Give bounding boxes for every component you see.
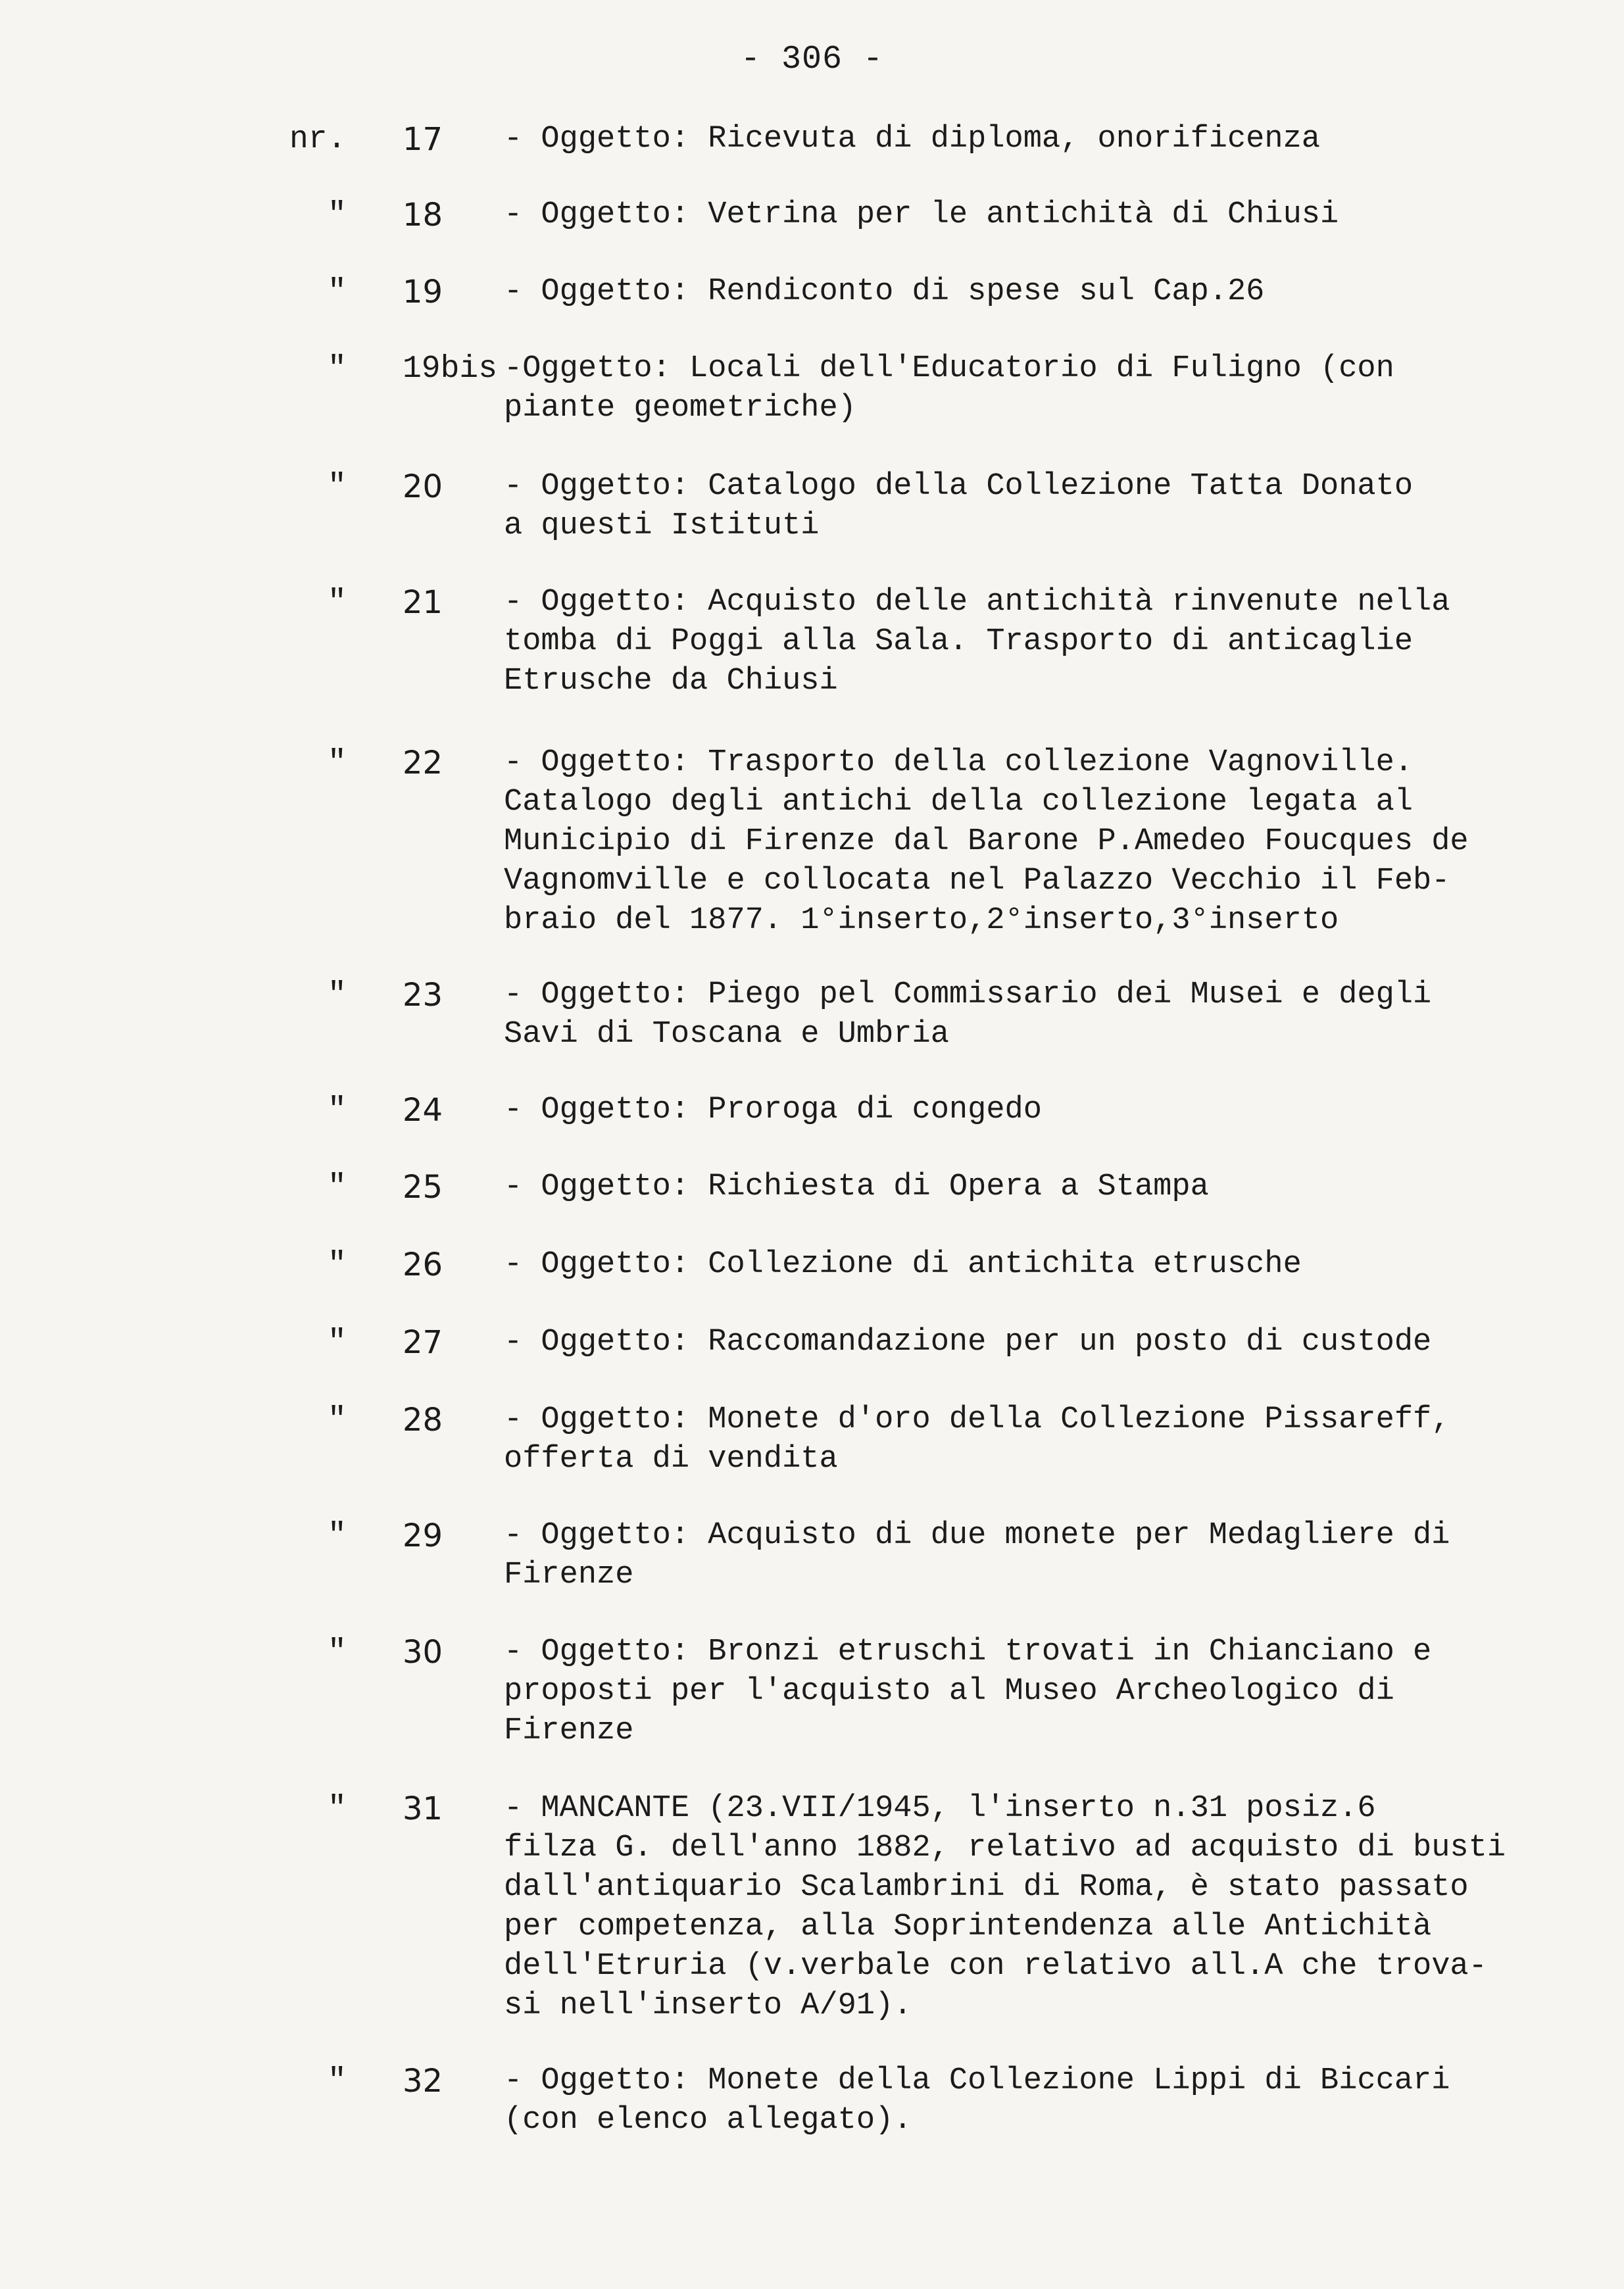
entry-number: 23 bbox=[403, 977, 443, 1014]
entry-number: 19 bbox=[403, 274, 443, 310]
entry-text: - Oggetto: Ricevuta di diploma, onorificenza bbox=[504, 122, 1321, 157]
entry-text: - Oggetto: Rendiconto di spese sul Cap.26 bbox=[504, 274, 1265, 309]
entry-text: - Oggetto: Raccomandazione per un posto di custode bbox=[504, 1325, 1432, 1360]
ditto-mark: " bbox=[328, 469, 347, 505]
entry-number: 28 bbox=[403, 1402, 443, 1439]
entry-text: - Oggetto: Acquisto di due monete per Medagliere di Firenze bbox=[504, 1518, 1450, 1592]
entry-text: - Oggetto: Piego pel Commissario dei Musei e degli Savi di Toscana e Umbria bbox=[504, 977, 1432, 1052]
ditto-mark: " bbox=[328, 1635, 347, 1670]
entry-number: 27 bbox=[403, 1324, 443, 1361]
entry-text: - Oggetto: Proroga di congedo bbox=[504, 1093, 1042, 1127]
entry-number: 17 bbox=[403, 121, 443, 158]
entry-text: - Oggetto: Acquisto delle antichità rinvenute nella tomba di Poggi alla Sala. Trasporto di anticaglie Etrusche da Chiusi bbox=[504, 585, 1450, 699]
entry-number: 30 bbox=[403, 1634, 443, 1671]
ditto-mark: " bbox=[328, 977, 347, 1013]
ditto-mark: " bbox=[328, 197, 347, 233]
entry-text: - Oggetto: Monete d'oro della Collezione Pissareff, offerta di vendita bbox=[504, 1402, 1450, 1477]
ditto-mark: " bbox=[328, 1791, 347, 1827]
entry-number: 29 bbox=[403, 1517, 443, 1554]
entry-number: 20 bbox=[403, 468, 443, 505]
entry-number: 26 bbox=[403, 1246, 443, 1283]
entry-text: - Oggetto: Trasporto della collezione Vagnoville. Catalogo degli antichi della collezione legata al Municipio di Firenze dal Barone P.Amedeo Foucques de Vagnomville e collocata nel Palazzo Vecchio il Feb- braio del 1877. 1°inserto,2°inserto,3°inserto bbox=[504, 745, 1469, 938]
entry-number: 31 bbox=[403, 1790, 443, 1827]
ditto-mark: " bbox=[328, 1169, 347, 1205]
entry-text: - Oggetto: Collezione di antichita etrusche bbox=[504, 1247, 1302, 1282]
ditto-mark: " bbox=[328, 1402, 347, 1438]
page-number: - 306 - bbox=[740, 41, 884, 78]
entry-number: 24 bbox=[403, 1092, 443, 1129]
ditto-mark: " bbox=[328, 1247, 347, 1283]
entry-text: - Oggetto: Catalogo della Collezione Tatta Donato a questi Istituti bbox=[504, 469, 1414, 543]
entry-number: 21 bbox=[403, 584, 443, 621]
entry-marker: nr. bbox=[289, 122, 347, 157]
ditto-mark: " bbox=[328, 351, 347, 387]
entry-text: - Oggetto: Bronzi etruschi trovati in Chianciano e proposti per l'acquisto al Museo Archeologico di Firenze bbox=[504, 1635, 1432, 1748]
ditto-mark: " bbox=[328, 1093, 347, 1128]
entry-number: 25 bbox=[403, 1169, 443, 1206]
entry-number: 18 bbox=[403, 197, 443, 234]
ditto-mark: " bbox=[328, 745, 347, 781]
entry-number: 19bis bbox=[403, 351, 498, 387]
ditto-mark: " bbox=[328, 585, 347, 620]
entry-text: -Oggetto: Locali dell'Educatorio di Fuligno (con piante geometriche) bbox=[504, 351, 1394, 426]
ditto-mark: " bbox=[328, 2063, 347, 2099]
entry-text: - Oggetto: Richiesta di Opera a Stampa bbox=[504, 1169, 1209, 1204]
entry-text: - MANCANTE (23.VII/1945, l'inserto n.31 posiz.6 filza G. dell'anno 1882, relativo ad acquisto di busti dall'antiquario Scalambrini di Roma, è stato passato per competenza, alla Soprintendenza alle Antichità dell'Etruria (v.verbale con relativo all.A che trova- si nell'inserto A/91). bbox=[504, 1791, 1506, 2023]
ditto-mark: " bbox=[328, 274, 347, 310]
ditto-mark: " bbox=[328, 1518, 347, 1554]
entry-text: - Oggetto: Vetrina per le antichità di Chiusi bbox=[504, 197, 1339, 232]
entry-text: - Oggetto: Monete della Collezione Lippi di Biccari (con elenco allegato). bbox=[504, 2063, 1450, 2138]
ditto-mark: " bbox=[328, 1325, 347, 1360]
entry-number: 22 bbox=[403, 745, 443, 781]
entry-number: 32 bbox=[403, 2063, 443, 2100]
